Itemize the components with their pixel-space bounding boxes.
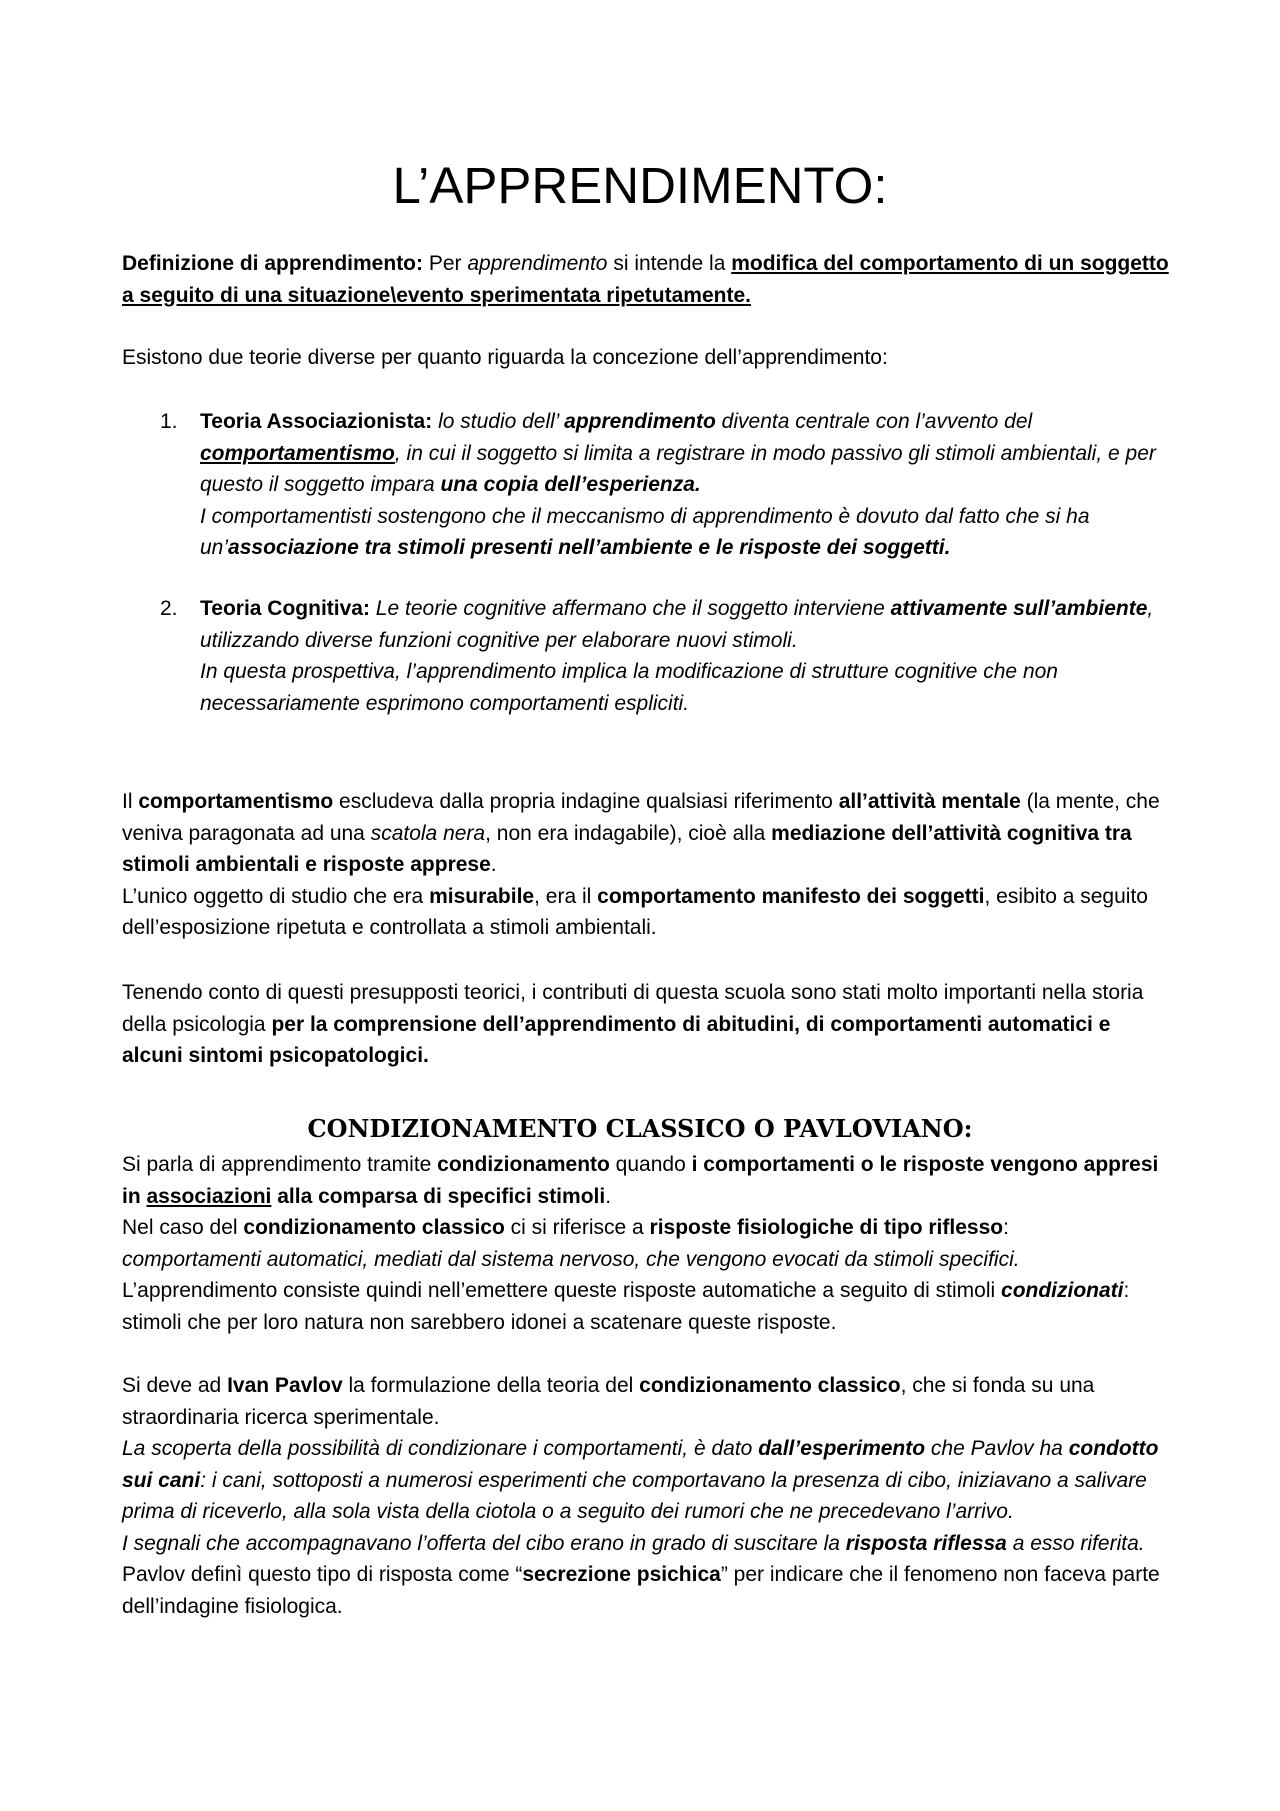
text-run: : i cani, sottoposti a numerosi esperimenti che comportavano la presenza di cibo, iniziavano a salivare prima di riceverlo, alla sola vista della ciotola o a seguito dei rumori che ne precedevano l’arrivo. — [122, 1468, 1147, 1523]
text-run: . — [605, 1184, 612, 1208]
section-heading: CONDIZIONAMENTO CLASSICO O PAVLOVIANO: — [307, 1114, 973, 1143]
intro-paragraph: Esistono due teorie diverse per quanto riguarda la concezione dell’apprendimento: — [122, 346, 888, 369]
text-run: (la mente, che veniva paragonata ad una — [122, 790, 1160, 845]
text-run: i comportamenti o le risposte vengono appresi in — [122, 1153, 1159, 1208]
pavlov-text — [122, 1370, 1172, 1433]
text-run: condizionamento — [437, 1153, 610, 1176]
text-run: comportamentismo — [200, 441, 395, 465]
text-run: L’unico oggetto di studio che era — [122, 884, 430, 908]
text-run: I comportamentisti sostengono che il meccanismo di apprendimento è dovuto dal fatto che si ha un’ — [200, 504, 1090, 559]
text-run: condizionamento classico — [639, 1374, 901, 1397]
text-run: escludeva dalla propria indagine qualsiasi riferimento — [333, 790, 839, 813]
text-run: comportamenti automatici, mediati dal sistema nervoso, che vengono evocati da stimoli specifici. — [122, 1247, 1020, 1271]
theory-2-label: Teoria Cognitiva: — [200, 597, 370, 620]
text-run: apprendimento — [467, 252, 608, 275]
text-run: Si parla di apprendimento tramite — [122, 1153, 438, 1176]
text-run: comportamento manifesto dei soggetti — [597, 884, 985, 908]
text-run: Ivan Pavlov — [227, 1374, 343, 1397]
text-run: quando — [609, 1153, 692, 1176]
text-run: Il — [122, 790, 139, 813]
theory-2-text — [200, 593, 1170, 656]
definition-label: Definizione di apprendimento: — [122, 252, 424, 275]
text-run: L’apprendimento consiste quindi nell’emettere queste risposte automatiche a seguito di stimoli — [122, 1279, 1002, 1302]
text-run: Per — [423, 252, 468, 275]
behaviorism-text — [122, 786, 1172, 881]
conditioning-text-3 — [122, 1244, 1172, 1276]
page-title: L’APPRENDIMENTO: — [392, 157, 888, 214]
text-run: , esibito a seguito dell’esposizione ripetuta e controllata a stimoli ambientali. — [122, 884, 1148, 939]
theory-2-text-2 — [200, 656, 1170, 719]
text-run: apprendimento — [564, 410, 716, 433]
behaviorism-paragraph — [122, 786, 1172, 944]
text-run: alla comparsa di specifici stimoli — [271, 1184, 606, 1208]
text-run: lo studio dell’ — [432, 410, 565, 433]
definition-underlined: modifica del comportamento di un soggetto a seguito di una situazione\evento sperimentata ripetutamente. — [122, 252, 1169, 307]
text-run: che Pavlov ha — [925, 1437, 1069, 1460]
text-run: la formulazione della teoria del — [342, 1374, 640, 1397]
theory-1-text-2 — [200, 501, 1170, 564]
text-run: , in cui il soggetto si limita a registrare in modo passivo gli stimoli ambientali, e per questo il soggetto impara — [200, 441, 1156, 496]
text-run: scatola nera — [370, 821, 486, 845]
text-run: si intende la — [607, 252, 732, 275]
conditioning-paragraph — [122, 1149, 1172, 1338]
pavlov-text-3 — [122, 1528, 1172, 1560]
list-item-theory-2 — [160, 593, 1170, 719]
pavlov-text-4 — [122, 1559, 1172, 1622]
theory-1-text — [200, 406, 1170, 501]
text-run: misurabile — [429, 884, 535, 908]
text-run: In questa prospettiva, l’apprendimento implica la modificazione di strutture cognitive che non necessariamente esprimono comportamenti espliciti. — [200, 660, 1058, 715]
text-run: condotto sui cani — [122, 1437, 1159, 1492]
text-run: condizionamento classico — [243, 1216, 505, 1239]
text-run: condizionati — [1001, 1279, 1124, 1302]
text-run: secrezione psichica — [522, 1563, 721, 1586]
text-run: Si deve ad — [122, 1374, 228, 1397]
text-run: ” per indicare che il fenomeno non faceva parte dell’indagine fisiologica. — [122, 1563, 1160, 1618]
text-run: . — [490, 853, 497, 876]
pavlov-text-2 — [122, 1433, 1172, 1528]
text-run: : stimoli che per loro natura non sarebbero idonei a scatenare queste risposte. — [122, 1279, 1130, 1334]
text-run: attivamente sull’ambiente — [890, 597, 1148, 620]
list-number: 1. — [160, 410, 178, 433]
text-run: I segnali che accompagnavano l’offerta del cibo erano in grado di suscitare la — [122, 1531, 846, 1555]
text-run: , non era indagabile), cioè alla — [485, 821, 772, 845]
theory-1-label: Teoria Associazionista: — [200, 410, 433, 433]
behaviorism-text-2 — [122, 881, 1172, 944]
definition-paragraph — [122, 248, 1172, 311]
text-run: ci si riferisce a — [504, 1216, 650, 1239]
text-run: , utilizzando diverse funzioni cognitive per elaborare nuovi stimoli. — [200, 597, 1154, 652]
conditioning-text-4 — [122, 1275, 1172, 1338]
conditioning-text-2 — [122, 1212, 1172, 1244]
text-run: La scoperta della possibilità di condizionare i comportamenti, è dato — [122, 1437, 759, 1460]
list-number: 2. — [160, 597, 178, 620]
text-run: all’attività mentale — [838, 790, 1021, 813]
text-run: Nel caso del — [122, 1216, 244, 1239]
list-item-theory-1 — [160, 406, 1170, 564]
text-run: associazioni — [146, 1184, 272, 1208]
pavlov-paragraph — [122, 1370, 1172, 1622]
text-run: : — [1003, 1216, 1009, 1239]
text-run: comportamentismo — [138, 790, 334, 813]
text-run: dall’esperimento — [758, 1437, 926, 1460]
contributions-paragraph — [122, 977, 1172, 1072]
conditioning-text — [122, 1149, 1172, 1212]
text-run: mediazione dell’attività cognitiva tra stimoli ambientali e risposte apprese — [122, 821, 1132, 876]
text-run: , che si fonda su una straordinaria ricerca sperimentale. — [122, 1374, 1095, 1429]
text-run: Le teorie cognitive affermano che il soggetto interviene — [369, 597, 891, 620]
text-run: diventa centrale con l’avvento del — [715, 410, 1033, 433]
text-run: , era il — [534, 884, 598, 908]
text-run: Tenendo conto di questi presupposti teorici, i contributi di questa scuola sono stati molto importanti nella storia della psicologia — [122, 981, 1144, 1036]
text-run: una copia dell’esperienza. — [440, 473, 701, 496]
text-run: Pavlov definì questo tipo di risposta come “ — [122, 1563, 523, 1586]
text-run: per la comprensione dell’apprendimento di abitudini, di comportamenti automatici e alcuni sintomi psicopatologici. — [122, 1012, 1111, 1067]
text-run: a esso riferita. — [1006, 1531, 1145, 1555]
text-run: risposta riflessa — [845, 1531, 1007, 1555]
text-run: associazione tra stimoli presenti nell’ambiente e le risposte dei soggetti. — [228, 536, 951, 559]
text-run: risposte fisiologiche di tipo riflesso — [649, 1216, 1004, 1239]
